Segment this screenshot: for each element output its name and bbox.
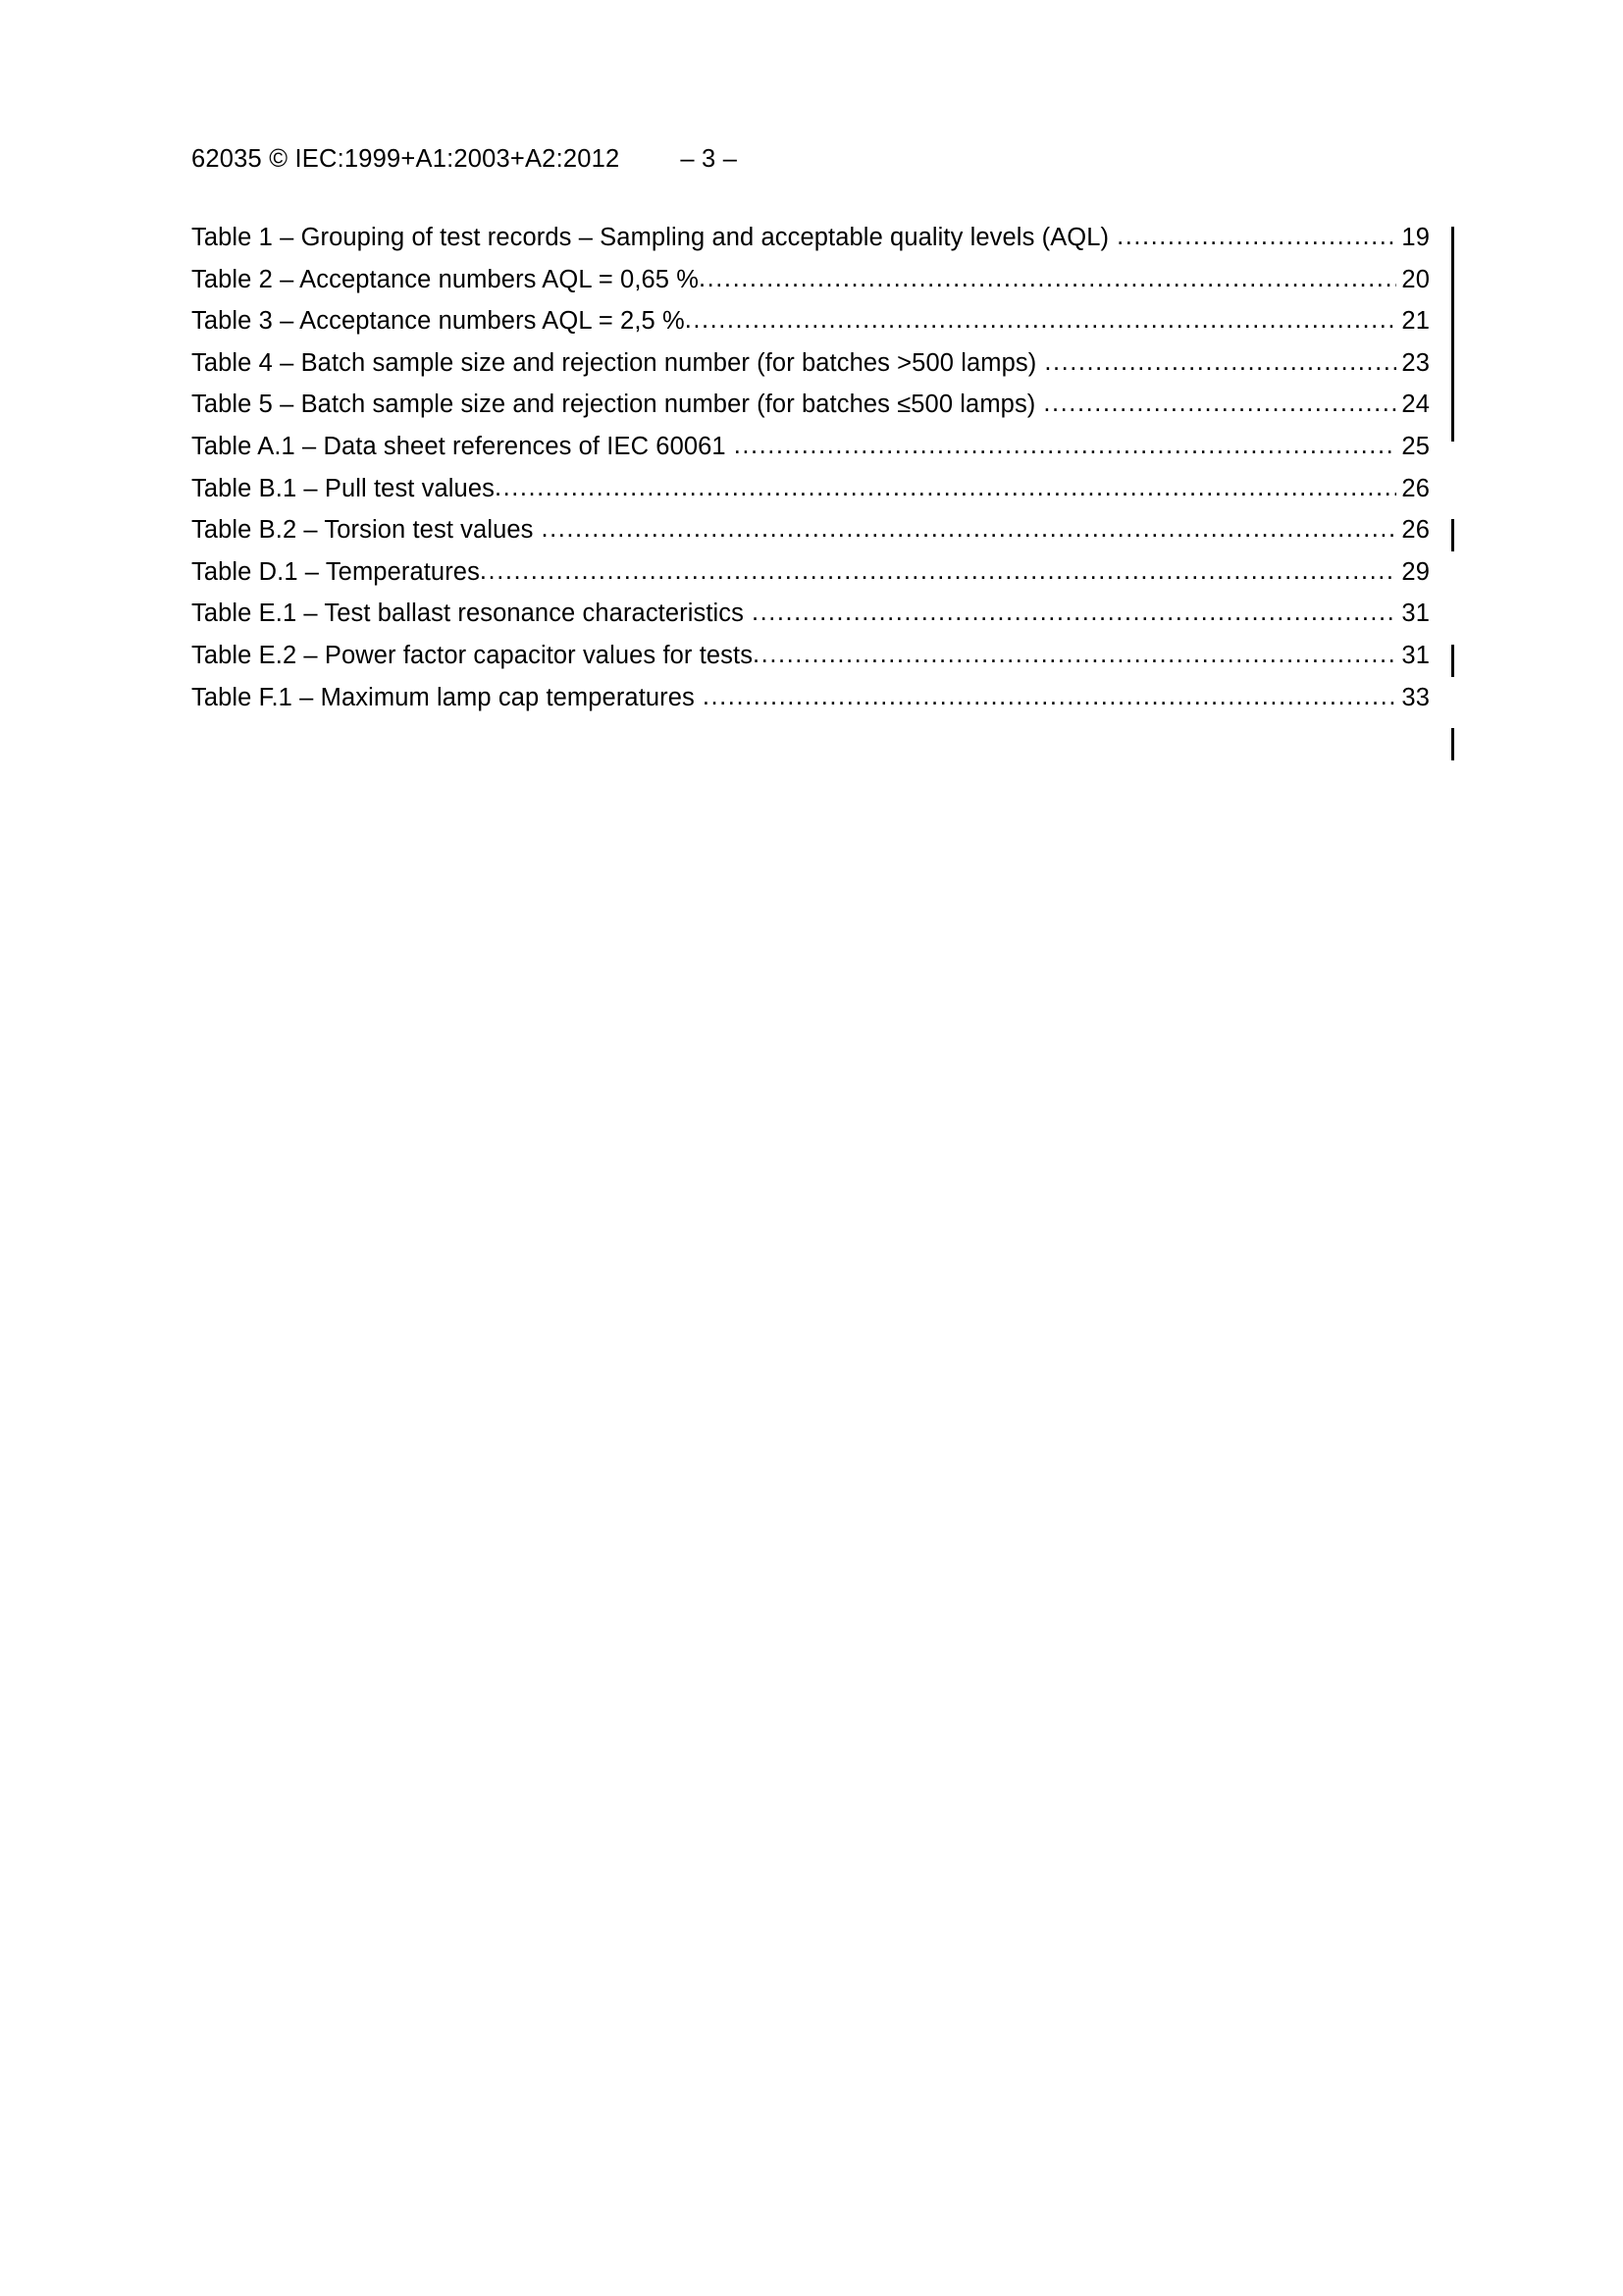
toc-entry[interactable] — [191, 558, 1430, 600]
page-number: – 3 – — [680, 145, 738, 173]
toc-dot-leader — [1044, 348, 1396, 377]
toc-entry[interactable] — [191, 433, 1430, 475]
toc-dot-leader — [542, 515, 1397, 544]
change-bar-tables-1-to-5 — [1451, 227, 1454, 442]
toc-entry-page-number: 25 — [1401, 432, 1430, 460]
toc-entry-title: Table D.1 – Temperatures — [191, 557, 480, 586]
toc-entry-page-number: 29 — [1401, 557, 1430, 586]
toc-dot-leader — [753, 641, 1396, 669]
toc-dot-leader — [1043, 390, 1396, 418]
toc-entry[interactable] — [191, 349, 1430, 391]
toc-entry[interactable] — [191, 642, 1430, 684]
toc-dot-leader — [703, 683, 1396, 711]
toc-entry[interactable] — [191, 224, 1430, 266]
toc-entry-title: Table E.1 – Test ballast resonance characteristics — [191, 600, 744, 628]
toc-dot-leader — [699, 265, 1396, 293]
toc-entry-page-number: 23 — [1401, 348, 1430, 377]
toc-dot-leader — [734, 432, 1396, 460]
toc-entry-page-number: 19 — [1401, 224, 1430, 251]
toc-entry-title: Table 4 – Batch sample size and rejection number (for batches >500 lamps) — [191, 348, 1037, 377]
toc-entry-title: Table 2 – Acceptance numbers AQL = 0,65 % — [191, 265, 700, 293]
change-bar-table-f1 — [1451, 728, 1454, 760]
toc-entry-title: Table F.1 – Maximum lamp cap temperatures — [191, 683, 695, 711]
toc-entry[interactable] — [191, 600, 1430, 642]
toc-entry-page-number: 26 — [1401, 474, 1430, 502]
toc-entry-page-number: 26 — [1401, 516, 1430, 545]
toc-entry-page-number: 21 — [1401, 307, 1430, 336]
toc-entry[interactable] — [191, 475, 1430, 517]
toc-entry[interactable] — [191, 266, 1430, 308]
toc-entry-page-number: 20 — [1401, 265, 1430, 293]
toc-entry[interactable] — [191, 516, 1430, 558]
list-of-tables — [191, 224, 1430, 725]
toc-dot-leader — [1117, 223, 1396, 251]
toc-entry-title: Table 3 – Acceptance numbers AQL = 2,5 % — [191, 307, 685, 336]
toc-dot-leader — [685, 306, 1396, 335]
toc-entry-page-number: 31 — [1401, 600, 1430, 628]
toc-entry-page-number: 33 — [1401, 683, 1430, 711]
toc-entry-title: Table B.1 – Pull test values — [191, 474, 495, 502]
toc-entry-title: Table E.2 – Power factor capacitor values for tests — [191, 641, 754, 669]
toc-entry-title: Table 5 – Batch sample size and rejection number (for batches ≤500 lamps) — [191, 391, 1036, 419]
change-bar-table-d1 — [1451, 645, 1454, 677]
toc-entry[interactable] — [191, 684, 1430, 726]
toc-entry[interactable] — [191, 391, 1430, 433]
standard-reference: 62035 © IEC:1999+A1:2003+A2:2012 — [191, 145, 620, 173]
page-header — [191, 145, 1430, 179]
toc-dot-leader — [495, 474, 1396, 502]
toc-entry-title: Table A.1 – Data sheet references of IEC 60061 — [191, 432, 726, 460]
toc-entry-page-number: 24 — [1401, 391, 1430, 419]
change-bar-table-b1 — [1451, 519, 1454, 551]
toc-entry[interactable] — [191, 307, 1430, 349]
toc-entry-title: Table 1 – Grouping of test records – Sampling and acceptable quality levels (AQL) — [191, 224, 1110, 251]
toc-dot-leader — [752, 599, 1396, 627]
toc-dot-leader — [480, 557, 1396, 586]
toc-entry-page-number: 31 — [1401, 641, 1430, 669]
toc-entry-title: Table B.2 – Torsion test values — [191, 516, 534, 545]
